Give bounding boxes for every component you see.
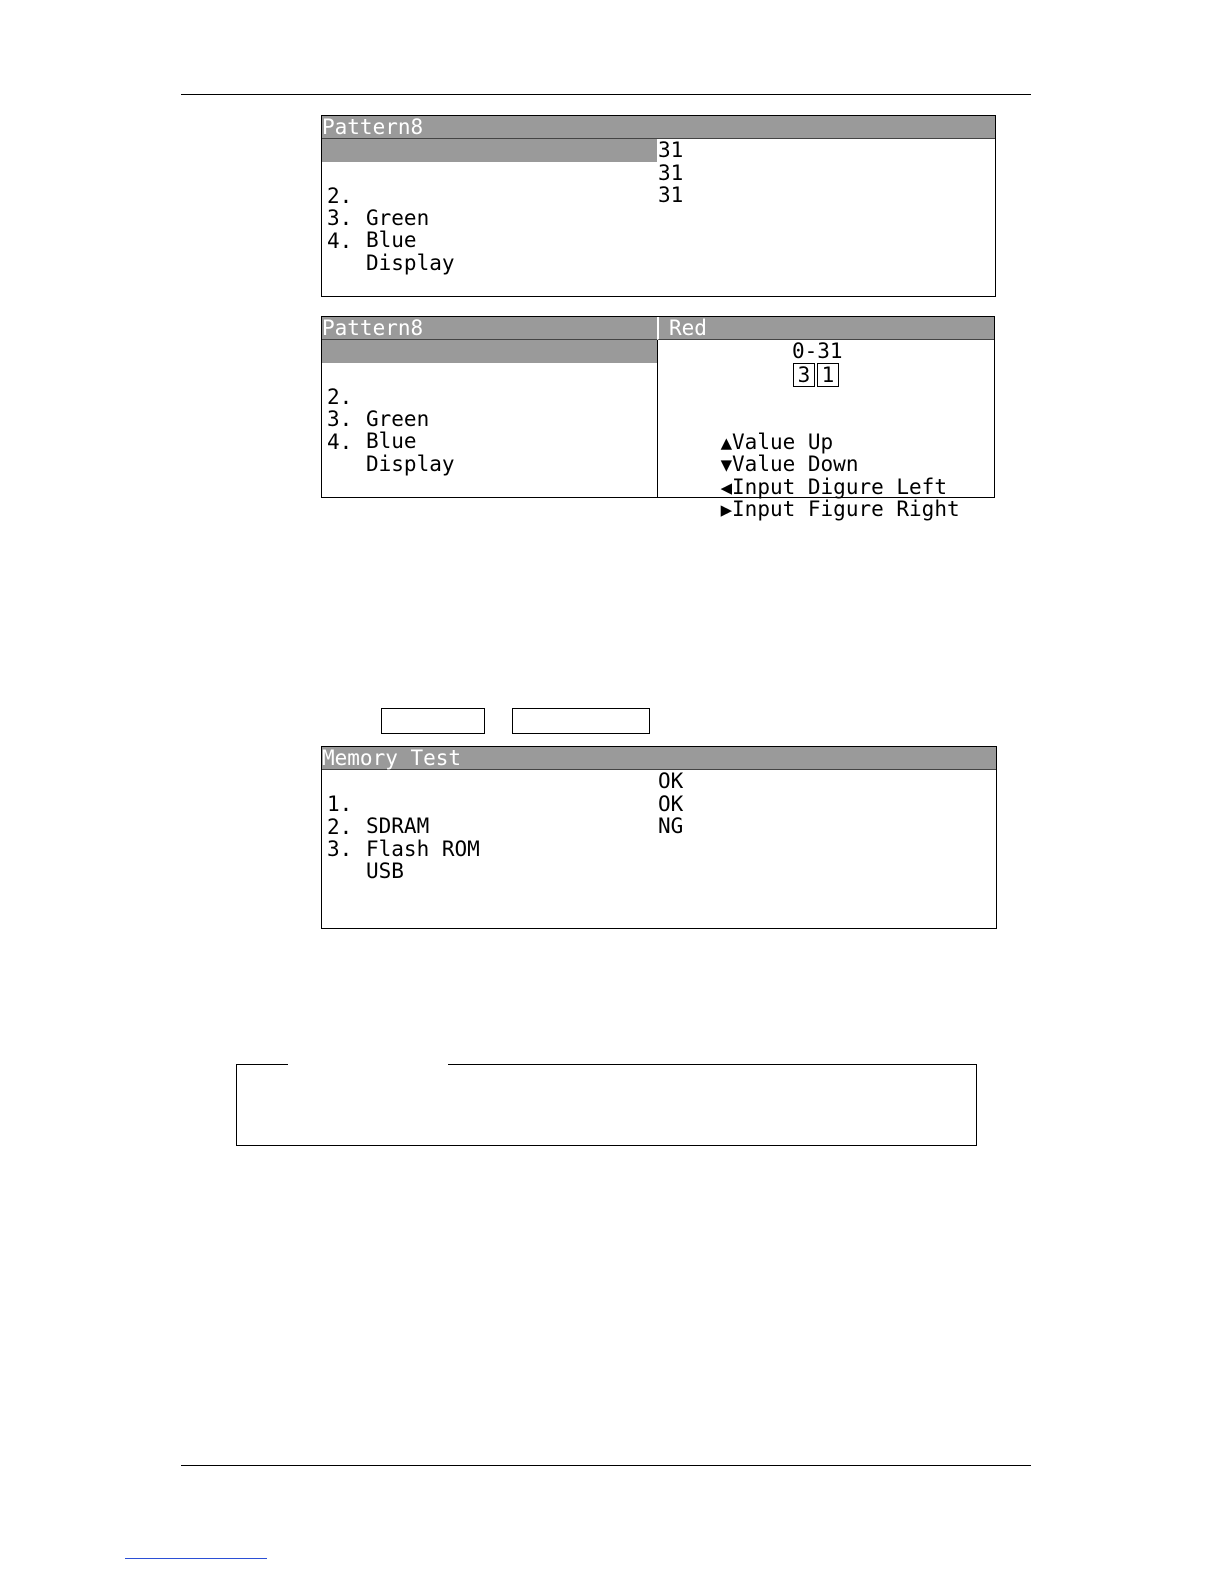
item-label: Green	[366, 206, 430, 231]
note-box	[236, 1064, 977, 1146]
help-text: Value Up	[732, 429, 834, 454]
menu-item-red[interactable]	[322, 139, 657, 208]
help-input-right	[670, 475, 960, 544]
value-range: 0-31	[792, 339, 843, 363]
screen-title: Pattern8	[322, 317, 657, 340]
triangle-right-icon: ▶	[720, 498, 733, 521]
triangle-left-icon: ◀	[720, 476, 733, 499]
memory-item-sdram	[322, 770, 657, 839]
help-text: Value Down	[732, 451, 859, 476]
item-number: 1.	[327, 361, 353, 386]
item-number: 2.	[327, 183, 353, 208]
digit-field-tens[interactable]: 3	[793, 363, 815, 387]
memory-test-screen	[321, 746, 997, 929]
digit-field-ones[interactable]: 1	[817, 363, 839, 387]
footer-rule	[181, 1465, 1031, 1466]
item-label: SDRAM	[366, 814, 430, 839]
menu-item-red[interactable]	[322, 340, 657, 409]
pattern-list-screen	[321, 115, 996, 297]
header-rule	[181, 94, 1031, 95]
triangle-up-icon: ▲	[720, 431, 733, 454]
item-label: Red	[366, 384, 404, 409]
item-number: 4.	[327, 429, 353, 454]
item-label: Blue	[366, 429, 417, 454]
item-result: OK	[658, 769, 684, 793]
item-result: OK	[658, 792, 684, 816]
help-text: Input Digure Left	[732, 474, 947, 499]
item-result: NG	[658, 814, 684, 838]
item-label: Blue	[366, 228, 417, 253]
item-label: Display	[366, 251, 455, 276]
note-box-label-gap	[288, 1063, 448, 1067]
item-label: Flash ROM	[366, 837, 480, 862]
item-label: USB	[366, 859, 404, 884]
screen-title: Pattern8	[322, 116, 995, 139]
item-value: 31	[658, 183, 684, 207]
item-number: 1.	[327, 791, 353, 816]
triangle-down-icon: ▼	[720, 453, 733, 476]
screen-title: Memory Test	[322, 747, 996, 770]
item-label: Red	[366, 183, 404, 208]
item-number: 3.	[327, 406, 353, 431]
item-number: 2.	[327, 814, 353, 839]
key-box-first	[381, 708, 485, 734]
key-box-second	[512, 708, 650, 734]
item-number: 2.	[327, 384, 353, 409]
pane-divider	[657, 340, 658, 497]
item-label: Display	[366, 452, 455, 477]
item-label: Green	[366, 407, 430, 432]
footer-link[interactable]	[125, 1558, 267, 1559]
item-number: 1.	[327, 160, 353, 185]
item-value: 31	[658, 138, 684, 162]
item-number: 4.	[327, 228, 353, 253]
item-number: 3.	[327, 836, 353, 861]
item-number: 3.	[327, 205, 353, 230]
pattern-edit-screen	[321, 316, 995, 521]
pane-title: Red	[657, 317, 994, 340]
item-value: 31	[658, 161, 684, 185]
help-text: Input Figure Right	[732, 496, 960, 521]
